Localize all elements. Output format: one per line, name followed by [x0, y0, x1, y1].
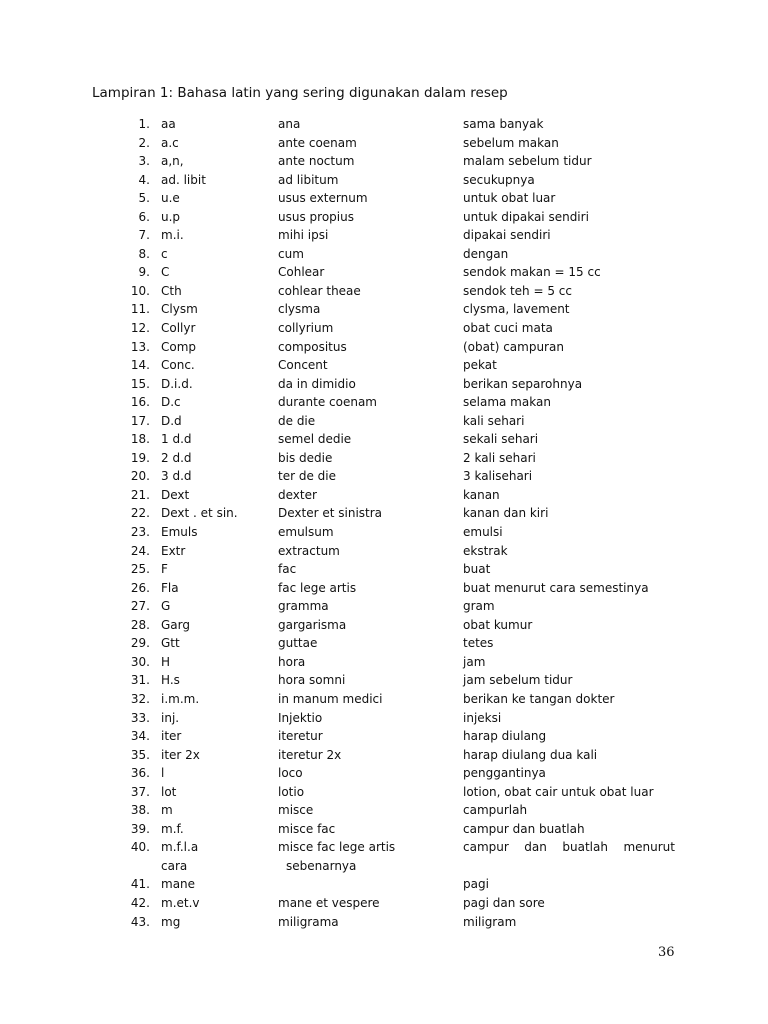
meaning: sendok teh = 5 cc [463, 283, 572, 298]
latin-term: durante coenam [278, 395, 377, 410]
meaning: selama makan [463, 395, 551, 410]
meaning: ekstrak [463, 543, 508, 558]
meaning: berikan ke tangan dokter [463, 691, 615, 706]
page-heading: Lampiran 1: Bahasa latin yang sering digunakan dalam resep [92, 85, 508, 101]
item-number: 38. [130, 803, 150, 818]
item-number: 26. [130, 580, 150, 595]
meaning: emulsi [463, 525, 503, 540]
abbreviation: a.c [161, 135, 179, 150]
meaning: lotion, obat cair untuk obat luar [463, 784, 654, 799]
abbreviation: 1 d.d [161, 432, 192, 447]
list-item [0, 542, 768, 561]
list-item [0, 523, 768, 542]
abbreviation: D.d [161, 413, 182, 428]
abbreviation: lot [161, 784, 177, 799]
meaning: malam sebelum tidur [463, 154, 592, 169]
list-item-continuation [0, 857, 768, 876]
item-number: 35. [130, 747, 150, 762]
item-number: 43. [130, 914, 150, 929]
list-item [0, 560, 768, 579]
abbreviation: m [161, 803, 173, 818]
list-item [0, 746, 768, 765]
item-number: 33. [130, 710, 150, 725]
item-number: 31. [130, 673, 150, 688]
meaning: campur dan buatlah menurut [463, 840, 675, 855]
list-item [0, 300, 768, 319]
meaning: jam [463, 654, 486, 669]
item-number: 41. [130, 877, 150, 892]
list-item [0, 838, 768, 857]
item-number: 13. [130, 339, 150, 354]
list-item [0, 338, 768, 357]
list-item [0, 597, 768, 616]
latin-term: compositus [278, 339, 347, 354]
abbreviation: mg [161, 914, 181, 929]
list-item [0, 245, 768, 264]
list-item [0, 504, 768, 523]
latin-term: Injektio [278, 710, 323, 725]
latin-term: hora [278, 654, 306, 669]
meaning: dipakai sendiri [463, 228, 551, 243]
abbreviation: m.i. [161, 228, 184, 243]
latin-term: cum [278, 246, 304, 261]
abbreviation: c [161, 246, 168, 261]
item-number: 34. [130, 729, 150, 744]
item-number: 20. [130, 469, 150, 484]
item-number: 36. [130, 766, 150, 781]
latin-term: Cohlear [278, 265, 325, 280]
item-number: 39. [130, 821, 150, 836]
meaning: tetes [463, 636, 494, 651]
list-item [0, 894, 768, 913]
item-number: 1. [138, 117, 150, 131]
abbreviation: u.e [161, 191, 180, 206]
abbreviation: Dext . et sin. [161, 506, 238, 521]
meaning: secukupnya [463, 172, 535, 187]
latin-term: misce fac [278, 821, 336, 836]
abbreviation: Collyr [161, 321, 196, 336]
abbreviation-continuation: cara [161, 858, 188, 873]
latin-term: guttae [278, 636, 318, 651]
meaning: harap diulang dua kali [463, 747, 598, 762]
item-number: 22. [130, 506, 150, 521]
meaning: injeksi [463, 710, 502, 725]
abbreviation: a,n, [161, 154, 184, 169]
latin-term: semel dedie [278, 432, 352, 447]
abbreviation: D.c [161, 395, 181, 410]
abbreviation: m.f.l.a [161, 840, 199, 855]
abbreviation: 2 d.d [161, 450, 192, 465]
meaning: pekat [463, 358, 497, 373]
item-number: 11. [130, 302, 150, 317]
abbreviation: 3 d.d [161, 469, 192, 484]
abbreviation: inj. [161, 710, 180, 725]
meaning: buat [463, 562, 491, 577]
abbreviation: Gtt [161, 636, 180, 651]
latin-term: gramma [278, 599, 329, 614]
meaning: untuk dipakai sendiri [463, 209, 589, 224]
latin-term: dexter [278, 487, 317, 502]
meaning: clysma, lavement [463, 302, 570, 317]
latin-term: da in dimidio [278, 376, 356, 391]
list-item [0, 801, 768, 820]
abbreviation: Comp [161, 339, 197, 354]
latin-term: ana [278, 117, 301, 131]
abbreviation: u.p [161, 209, 181, 224]
item-number: 10. [130, 283, 150, 298]
item-number: 3. [138, 154, 150, 169]
item-number: 4. [138, 172, 150, 187]
latin-term: emulsum [278, 525, 334, 540]
abbreviation: Cth [161, 283, 182, 298]
meaning: sebelum makan [463, 135, 559, 150]
list-item [0, 356, 768, 375]
item-number: 5. [138, 191, 150, 206]
abbreviation: Conc. [161, 358, 195, 373]
list-item [0, 764, 768, 783]
abbreviation: Garg [161, 617, 190, 632]
latin-term: bis dedie [278, 450, 333, 465]
item-number: 16. [130, 395, 150, 410]
meaning: sekali sehari [463, 432, 539, 447]
latin-term: mihi ipsi [278, 228, 329, 243]
abbreviation: iter 2x [161, 747, 200, 762]
item-number: 15. [130, 376, 150, 391]
latin-term: extractum [278, 543, 340, 558]
meaning: obat kumur [463, 617, 533, 632]
meaning: kali sehari [463, 413, 525, 428]
abbreviation: H [161, 654, 171, 669]
abbreviation: l [161, 766, 165, 781]
list-item [0, 430, 768, 449]
latin-term: mane et vespere [278, 895, 380, 910]
item-number: 42. [130, 895, 150, 910]
item-number: 23. [130, 525, 150, 540]
abbreviation: Fla [161, 580, 179, 595]
item-number: 9. [138, 265, 150, 280]
item-number: 32. [130, 691, 150, 706]
latin-term: usus propius [278, 209, 354, 224]
abbreviation: mane [161, 877, 196, 892]
meaning: 3 kalisehari [463, 469, 533, 484]
item-number: 37. [130, 784, 150, 799]
latin-term: Concent [278, 358, 328, 373]
item-number: 19. [130, 450, 150, 465]
latin-term-continuation: sebenarnya [286, 858, 357, 873]
list-item [0, 783, 768, 802]
latin-term: usus externum [278, 191, 368, 206]
list-item [0, 208, 768, 227]
item-number: 28. [130, 617, 150, 632]
list-item [0, 412, 768, 431]
meaning: kanan dan kiri [463, 506, 549, 521]
abbreviation: Dext [161, 487, 190, 502]
meaning: buat menurut cara semestinya [463, 580, 649, 595]
latin-term: miligrama [278, 914, 339, 929]
list-item [0, 282, 768, 301]
list-item [0, 820, 768, 839]
latin-term: ad libitum [278, 172, 339, 187]
abbreviation: i.m.m. [161, 691, 200, 706]
item-number: 8. [138, 246, 150, 261]
latin-term: clysma [278, 302, 321, 317]
list-item [0, 709, 768, 728]
latin-term: fac [278, 562, 297, 577]
item-number: 17. [130, 413, 150, 428]
meaning: untuk obat luar [463, 191, 556, 206]
item-number: 6. [138, 209, 150, 224]
list-item [0, 449, 768, 468]
latin-term: misce fac lege artis [278, 840, 396, 855]
item-number: 18. [130, 432, 150, 447]
latin-term: collyrium [278, 321, 334, 336]
meaning: miligram [463, 914, 517, 929]
list-item [0, 913, 768, 932]
latin-term: iteretur 2x [278, 747, 342, 762]
abbreviation: Clysm [161, 302, 198, 317]
meaning: sendok makan = 15 cc [463, 265, 601, 280]
latin-term: lotio [278, 784, 305, 799]
list-item [0, 152, 768, 171]
list-item [0, 226, 768, 245]
item-number: 40. [130, 840, 150, 855]
item-number: 12. [130, 321, 150, 336]
latin-term: iteretur [278, 729, 323, 744]
abbreviation: aa [161, 117, 176, 131]
meaning: obat cuci mata [463, 321, 553, 336]
list-item [0, 579, 768, 598]
abbreviation: F [161, 562, 168, 577]
list-item [0, 171, 768, 190]
item-number: 24. [130, 543, 150, 558]
list-item [0, 875, 768, 894]
meaning: campurlah [463, 803, 528, 818]
abbreviation: H.s [161, 673, 180, 688]
meaning: (obat) campuran [463, 339, 564, 354]
item-number: 14. [130, 358, 150, 373]
meaning: penggantinya [463, 766, 546, 781]
latin-term: loco [278, 766, 303, 781]
list-item [0, 134, 768, 153]
meaning: harap diulang [463, 729, 547, 744]
meaning: 2 kali sehari [463, 450, 536, 465]
list-item [0, 634, 768, 653]
list-item [0, 727, 768, 746]
latin-term: ante coenam [278, 135, 357, 150]
list-item [0, 319, 768, 338]
abbreviation: iter [161, 729, 182, 744]
list-item [0, 263, 768, 282]
item-number: 25. [130, 562, 150, 577]
meaning: berikan separohnya [463, 376, 583, 391]
list-item [0, 653, 768, 672]
abbreviation: Extr [161, 543, 186, 558]
list-item [0, 690, 768, 709]
latin-term: misce [278, 803, 314, 818]
abbreviation: ad. libit [161, 172, 206, 187]
latin-term: fac lege artis [278, 580, 357, 595]
item-number: 2. [138, 135, 150, 150]
abbreviation: G [161, 599, 171, 614]
list-item [0, 189, 768, 208]
meaning: gram [463, 599, 495, 614]
latin-term: Dexter et sinistra [278, 506, 383, 521]
meaning: campur dan buatlah [463, 821, 585, 836]
abbreviation: m.et.v [161, 895, 200, 910]
item-number: 30. [130, 654, 150, 669]
list-item [0, 393, 768, 412]
list-item [0, 486, 768, 505]
latin-term: hora somni [278, 673, 346, 688]
latin-term: ante noctum [278, 154, 355, 169]
latin-term: de die [278, 413, 316, 428]
list-item [0, 467, 768, 486]
latin-term: cohlear theae [278, 283, 361, 298]
list-item [0, 616, 768, 635]
item-number: 21. [130, 487, 150, 502]
abbreviation: D.i.d. [161, 376, 193, 391]
list-item [0, 115, 768, 134]
meaning: pagi dan sore [463, 895, 545, 910]
list-item [0, 671, 768, 690]
item-number: 29. [130, 636, 150, 651]
meaning: jam sebelum tidur [463, 673, 573, 688]
item-number: 27. [130, 599, 150, 614]
meaning: sama banyak [463, 117, 544, 131]
abbreviation: Emuls [161, 525, 198, 540]
meaning: kanan [463, 487, 500, 502]
latin-term: ter de die [278, 469, 336, 484]
latin-term: in manum medici [278, 691, 383, 706]
page-number: 36 [658, 945, 675, 960]
abbreviation: m.f. [161, 821, 184, 836]
abbreviation: C [161, 265, 170, 280]
meaning: dengan [463, 246, 509, 261]
meaning: pagi [463, 877, 489, 892]
latin-abbreviation-list [0, 115, 768, 931]
list-item [0, 375, 768, 394]
latin-term: gargarisma [278, 617, 347, 632]
item-number: 7. [138, 228, 150, 243]
